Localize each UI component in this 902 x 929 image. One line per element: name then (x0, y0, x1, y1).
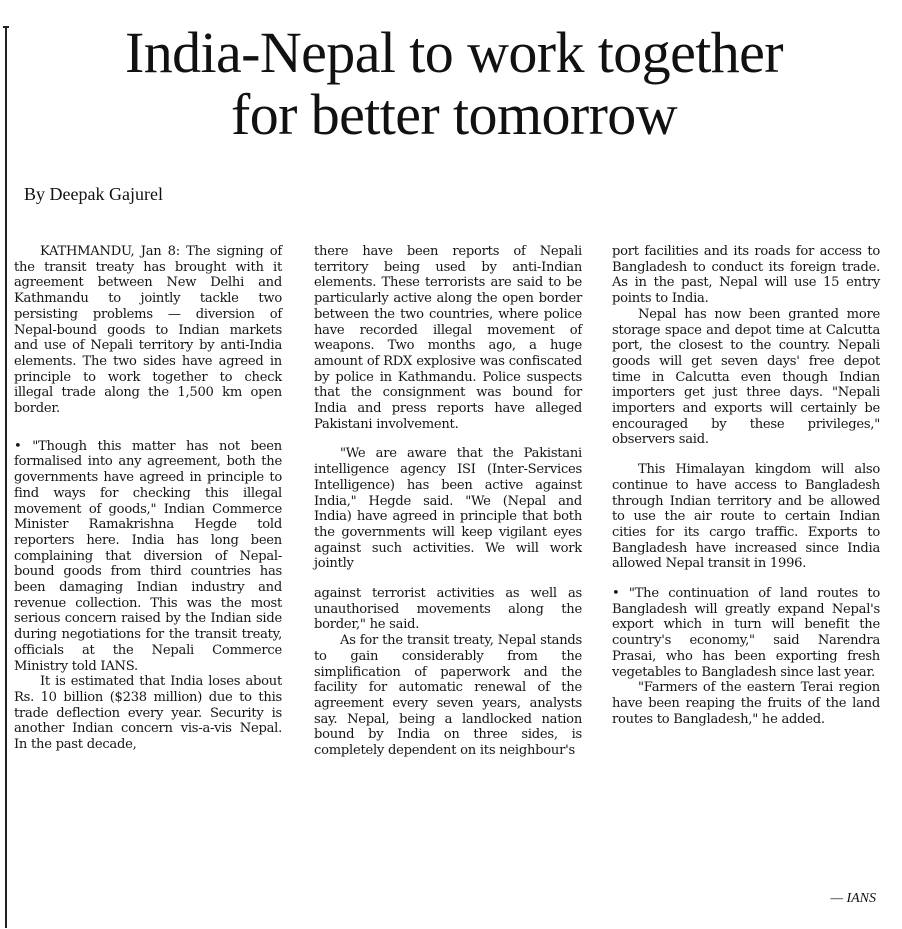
paragraph: "Farmers of the eastern Terai region have been reaping the fruits of the land routes to Bangladesh," he added. (612, 680, 880, 727)
paragraph: It is estimated that India loses about Rs. 10 billion ($238 million) due to this trade deflection every year. Security is another Indian concern vis-a-vis Nepal. In the past decade, (14, 674, 282, 753)
margin-mark (3, 26, 9, 28)
column-2 (314, 244, 582, 759)
paragraph: there have been reports of Nepali territory being used by anti-Indian elements. These terrorists are said to be particularly active along the open border between the two countries, where police have recorded illegal movement of weapons. Two months ago, a huge amount of RDX explosive was confiscated by police in Kathmandu. Police suspects that the consignment was bound for India and press reports have alleged Pakistani involvement. (314, 244, 582, 432)
paragraph: • "Though this matter has not been formalised into any agreement, both the governments have agreed in principle to find ways for checking this illegal movement of goods," Indian Commerce Minister Ramakrishna Hegde told reporters here. India has long been complaining that diversion of Nepal-bound goods from third countries has been damaging Indian industry and revenue collection. This was the most serious concern raised by the Indian side during negotiations for the transit treaty, officials at the Nepali Commerce Ministry told IANS. (14, 438, 282, 674)
paragraph: As for the transit treaty, Nepal stands to gain considerably from the simplification of paperwork and the facility for automatic renewal of the agreement every seven years, analysts say. Nepal, being a landlocked nation bound by India on three sides, is completely dependent on its neighbour's (314, 633, 582, 759)
byline: By Deepak Gajurel (24, 184, 163, 204)
column-1 (14, 244, 282, 753)
paragraph: KATHMANDU, Jan 8: The signing of the transit treaty has brought with it agreement between New Delhi and Kathmandu to jointly tackle two persisting problems — diversion of Nepal-bound goods to Indian markets and use of Nepali territory by anti-India elements. The two sides have agreed in principle to work together to check illegal trade along the 1,500 km open border. (14, 244, 282, 417)
margin-rule (5, 28, 7, 928)
headline-line-1: India-Nepal to work together (124, 20, 784, 85)
column-3 (612, 244, 880, 727)
paragraph: This Himalayan kingdom will also continue to have access to Bangladesh through Indian territory and be allowed to use the air route to certain Indian cities for its cargo traffic. Exports to Bangladesh have increased since India allowed Nepal transit in 1996. (612, 462, 880, 572)
credit-line: — IANS (830, 891, 876, 906)
paragraph: against terrorist activities as well as unauthorised movements along the border," he said. (314, 586, 582, 633)
headline (14, 22, 894, 146)
paragraph: • "The continuation of land routes to Bangladesh will greatly expand Nepal's export which in turn will benefit the country's economy," said Narendra Prasai, who has been exporting fresh vegetables to Bangladesh since last year. (612, 586, 880, 680)
paragraph: Nepal has now been granted more storage space and depot time at Calcutta port, the closest to the country. Nepali goods will get seven days' free depot time in Calcutta even though Indian importers get just three days. "Nepali importers and exports will certainly be encouraged by these privileges," observers said. (612, 306, 880, 448)
paragraph: port facilities and its roads for access to Bangladesh to conduct its foreign trade. As in the past, Nepal will use 15 entry points to India. (612, 244, 880, 307)
paragraph: "We are aware that the Pakistani intelligence agency ISI (Inter-Services Intelligence) has been active against India," Hegde said. "We (Nepal and India) have agreed in principle that both the governments will keep vigilant eyes against such activities. We will work jointly (314, 446, 582, 572)
headline-line-2: for better tomorrow (230, 82, 677, 147)
